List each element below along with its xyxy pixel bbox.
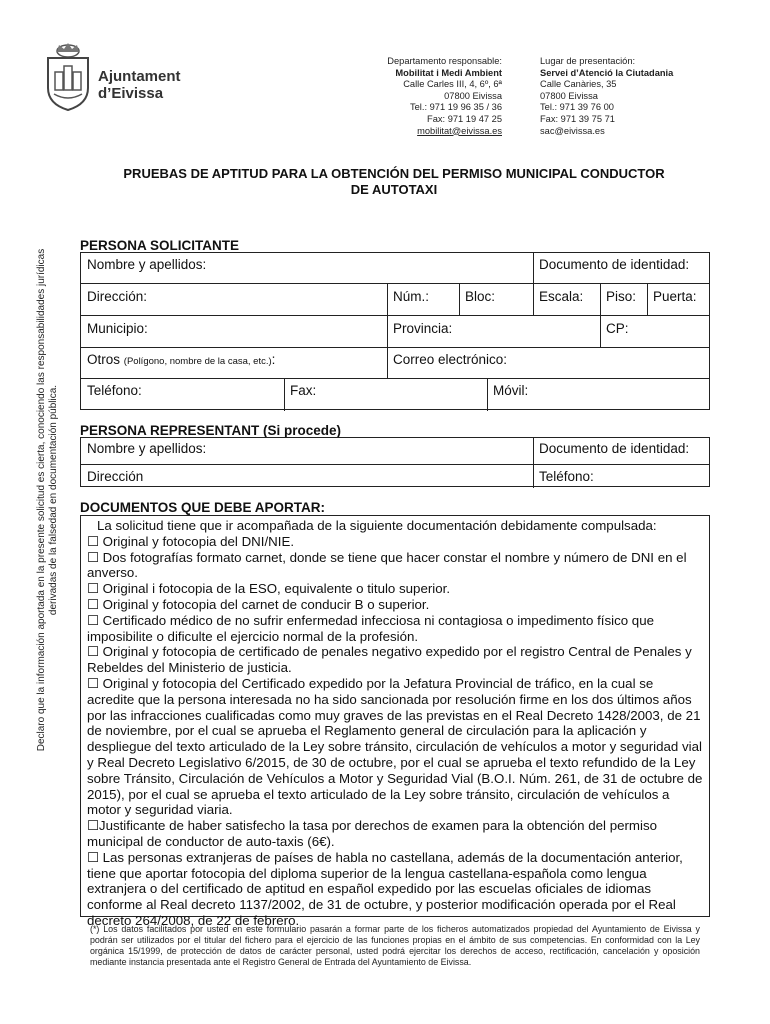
doc-item-fee-receipt[interactable]: ☐Justificante de haber satisfecho la tasa por derechos de examen para la obtención del permiso municipal de conductor de auto-taxis (6€).: [87, 818, 657, 849]
presentation-email[interactable]: sac@eivissa.es: [540, 125, 605, 136]
applicant-bloc-field[interactable]: Bloc:: [465, 289, 496, 304]
doc-item-criminal-record[interactable]: ☐ Original y fotocopia de certificado de penales negativo expedido por el registro Central de Penales y Rebeldes del Ministerio de justicia.: [87, 644, 692, 676]
org-line1: Ajuntament: [98, 68, 181, 85]
page-title: [80, 166, 708, 198]
coat-of-arms-logo: [44, 42, 92, 112]
doc-item-traffic-certificate[interactable]: ☐ Original y fotocopia del Certificado expedido por la Jefatura Provincial de tráfico, en la cual se acredite que la persona interesada no ha sido sancionada por resolución firme en los dos últimos años por las infracciones cualificadas como muy graves de las previstas en el Real Decreto 1428/2003, de 21 de noviembre, por el cual se aprueba el Reglamento general de circulación para la aplicación y despliegue del texto articulado de la Ley sobre tránsito, circulación de vehículos a motor y seguridad vial y Real Decreto Legislativo 6/2015, de 30 de octubre, por el cual se aprueba el texto refundido de la Ley sobre Tránsito, Circulación de Vehículos a Motor y Seguridad Vial (B.O.I. Núm. 261, de 31 de octubre de 2015), por el cual se aprueba el texto articulado de la Ley sobre tránsito, circulación de vehículos a motor y seguridad viaria.: [87, 675, 703, 818]
department-name: Mobilitat i Medi Ambient: [395, 67, 502, 78]
applicant-fax-field[interactable]: Fax:: [290, 383, 317, 398]
applicant-municipality-field[interactable]: Municipio:: [87, 321, 148, 336]
applicant-province-field[interactable]: Provincia:: [393, 321, 453, 336]
representative-phone-field[interactable]: Teléfono:: [539, 469, 594, 484]
applicant-number-field[interactable]: Núm.:: [393, 289, 430, 304]
presentation-block: [540, 56, 740, 137]
presentation-fax: Fax: 971 39 75 71: [540, 113, 615, 124]
other-label: Otros: [87, 352, 121, 367]
representative-id-field[interactable]: Documento de identidad:: [539, 441, 690, 456]
applicant-postcode-field[interactable]: CP:: [606, 321, 629, 336]
documents-intro: La solicitud tiene que ir acompañada de la siguiente documentación debidamente compulsada:: [97, 518, 657, 533]
representative-table: [80, 437, 710, 487]
presentation-address: Calle Canàries, 35: [540, 79, 617, 90]
presentation-tel: Tel.: 971 39 76 00: [540, 102, 614, 113]
org-line2: d’Eivissa: [98, 85, 164, 102]
side-declaration-line2: derivadas de la falsedad en documentación pública.: [48, 384, 59, 616]
applicant-id-field[interactable]: Documento de identidad:: [539, 257, 690, 272]
applicant-floor-field[interactable]: Piso:: [606, 289, 637, 304]
department-address: Calle Carles III, 4, 6º, 6ª: [403, 79, 502, 90]
documents-box: [80, 515, 710, 928]
applicant-door-field[interactable]: Puerta:: [653, 289, 697, 304]
representative-name-field[interactable]: Nombre y apellidos:: [87, 441, 207, 456]
applicant-table: [80, 252, 710, 410]
applicant-stair-field[interactable]: Escala:: [539, 289, 584, 304]
applicant-other-field[interactable]: [81, 349, 281, 373]
presentation-label: Lugar de presentación:: [540, 56, 636, 66]
doc-item-photos[interactable]: ☐ Dos fotografías formato carnet, donde se tiene que hacer constar el nombre y número de DNI en el anverso.: [87, 549, 687, 581]
applicant-heading: PERSONA SOLICITANTE: [80, 238, 240, 253]
applicant-address-field[interactable]: Dirección:: [87, 289, 148, 304]
department-label: Departamento responsable:: [387, 56, 502, 66]
applicant-name-field[interactable]: Nombre y apellidos:: [87, 257, 207, 272]
department-block: [330, 56, 502, 137]
presentation-city: 07800 Eivissa: [540, 90, 598, 101]
title-line1: PRUEBAS DE APTITUD PARA LA OBTENCIÓN DEL PERMISO MUNICIPAL CONDUCTOR: [123, 166, 665, 181]
side-declaration-line1: Declaro que la información aportada en la presente solicitud es cierta, conociendo las responsabilidades jurídicas: [36, 248, 47, 752]
title-line2: DE AUTOTAXI: [350, 182, 438, 197]
presentation-name: Servei d’Atenció la Ciutadania: [540, 67, 674, 78]
applicant-email-field[interactable]: Correo electrónico:: [393, 352, 508, 367]
other-note: (Polígono, nombre de la casa, etc.): [123, 356, 272, 367]
documents-heading: DOCUMENTOS QUE DEBE APORTAR:: [80, 500, 326, 515]
applicant-phone-field[interactable]: Teléfono:: [87, 383, 142, 398]
department-tel: Tel.: 971 19 96 35 / 36: [409, 102, 502, 113]
other-colon: :: [271, 352, 276, 367]
representative-heading: PERSONA REPRESENTANT (Si procede): [80, 423, 342, 438]
doc-item-medical-certificate[interactable]: ☐ Certificado médico de no sufrir enfermedad infecciosa ni contagiosa o impedimento físico que imposibilite o dificulte el ejercicio normal de la profesión.: [87, 612, 654, 644]
data-protection-footnote: (*) Los datos facilitados por usted en este formulario pasarán a formar parte de los ficheros automatizados propiedad del Ayuntamiento de Eivissa y podrán ser utilizados por el titular del fichero para el ejercicio de las funciones propias en el ámbito de sus competencias. En conformidad con la Ley orgánica 15/1999, de protección de datos de carácter personal, usted podrá ejercitar los derechos de acceso, rectificación, cancelación y oposición mediante instancia presentada ante el Registro General de Entrada del Ayuntamiento de Eivissa.: [90, 924, 700, 967]
doc-item-dni[interactable]: ☐ Original y fotocopia del DNI/NIE.: [87, 533, 295, 549]
doc-item-spanish-diploma[interactable]: ☐ Las personas extranjeras de países de habla no castellana, además de la documentación anterior, tiene que aportar fotocopia del diploma superior de la lengua castellana-española como lengua extranjera o del certificado de aptitud en español expedido por las escuelas oficiales de idiomas conforme al Real decreto 1137/2002, de 31 de octubre, y posterior modificación operada por el Real decreto 264/2008, de 22 de febrero.: [87, 849, 683, 928]
department-city: 07800 Eivissa: [444, 90, 502, 101]
side-declaration: [36, 230, 60, 770]
department-fax: Fax: 971 19 47 25: [427, 113, 502, 124]
department-email[interactable]: mobilitat@eivissa.es: [417, 125, 502, 136]
applicant-mobile-field[interactable]: Móvil:: [493, 383, 529, 398]
doc-item-eso[interactable]: ☐ Original i fotocopia de la ESO, equivalente o titulo superior.: [87, 581, 451, 597]
doc-item-driving-licence[interactable]: ☐ Original y fotocopia del carnet de conducir B o superior.: [87, 596, 430, 612]
representative-address-field[interactable]: Dirección: [87, 469, 144, 484]
org-name: [98, 68, 181, 102]
